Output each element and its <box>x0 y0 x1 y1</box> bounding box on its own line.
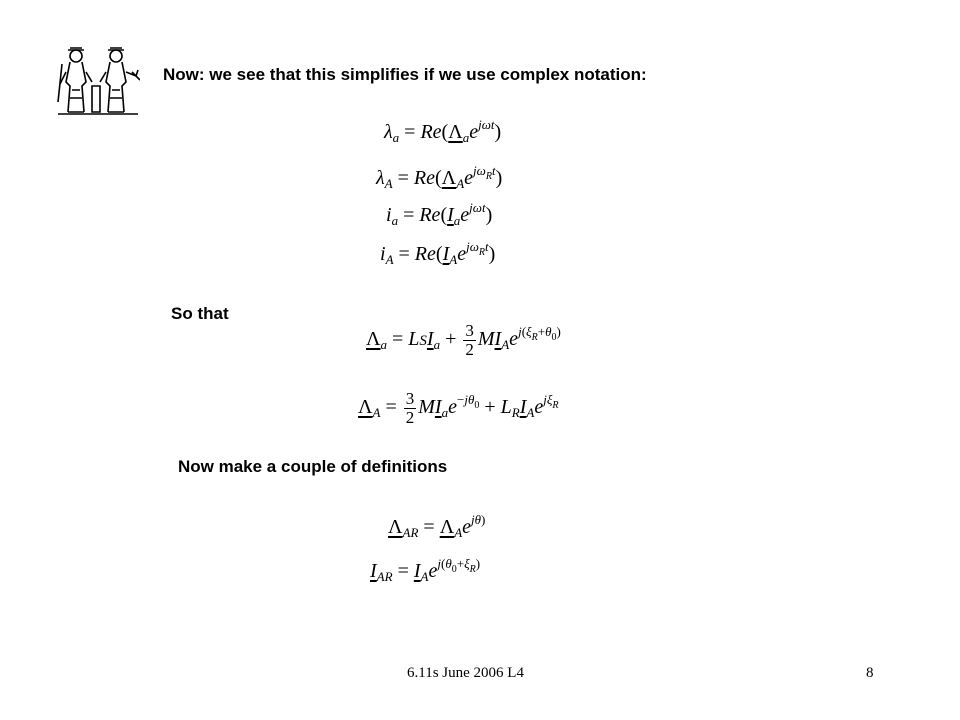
equation-lambda-capital-a: $\lambda_A = Re(\Lambda_Ae^{j\omega_Rt})$ <box>376 163 503 191</box>
equation-current-ar: $I_{AR} = I_Ae^{j(\theta_0+\xi_R)}$ <box>370 556 481 584</box>
definitions-intro: Now make a couple of definitions <box>178 457 448 476</box>
footer-course-label: 6.11s June 2006 L4 <box>407 665 524 681</box>
equation-lambda-a: $\lambda_a = Re(\Lambda_ae^{j\omega t})$ <box>384 117 502 145</box>
equation-flux-a: $\Lambda_a = LSI_a$ + $\frac{3}{2}$ $MI_Ae^{j(\xi_R+\theta_0)}$ <box>366 321 561 359</box>
equation-flux-capital-a: $\Lambda_A$ = $\frac{3}{2}$ $MI_ae^{-j\theta_0} + L_RI_Ae^{j\xi_R}$ <box>358 389 559 427</box>
equation-i-a: $i_a = Re(I_ae^{j\omega t})$ <box>386 200 493 228</box>
mit-logo-icon <box>56 42 140 116</box>
so-that-label: So that <box>171 304 229 323</box>
equation-flux-ar: $\Lambda_{AR} = \Lambda_Ae^{j\theta)}$ <box>388 512 486 540</box>
slide-heading: Now: we see that this simplifies if we use complex notation: <box>163 65 647 84</box>
page-number: 8 <box>866 665 874 681</box>
equation-i-capital-a: $i_A = Re(I_Ae^{j\omega_Rt})$ <box>380 239 496 267</box>
